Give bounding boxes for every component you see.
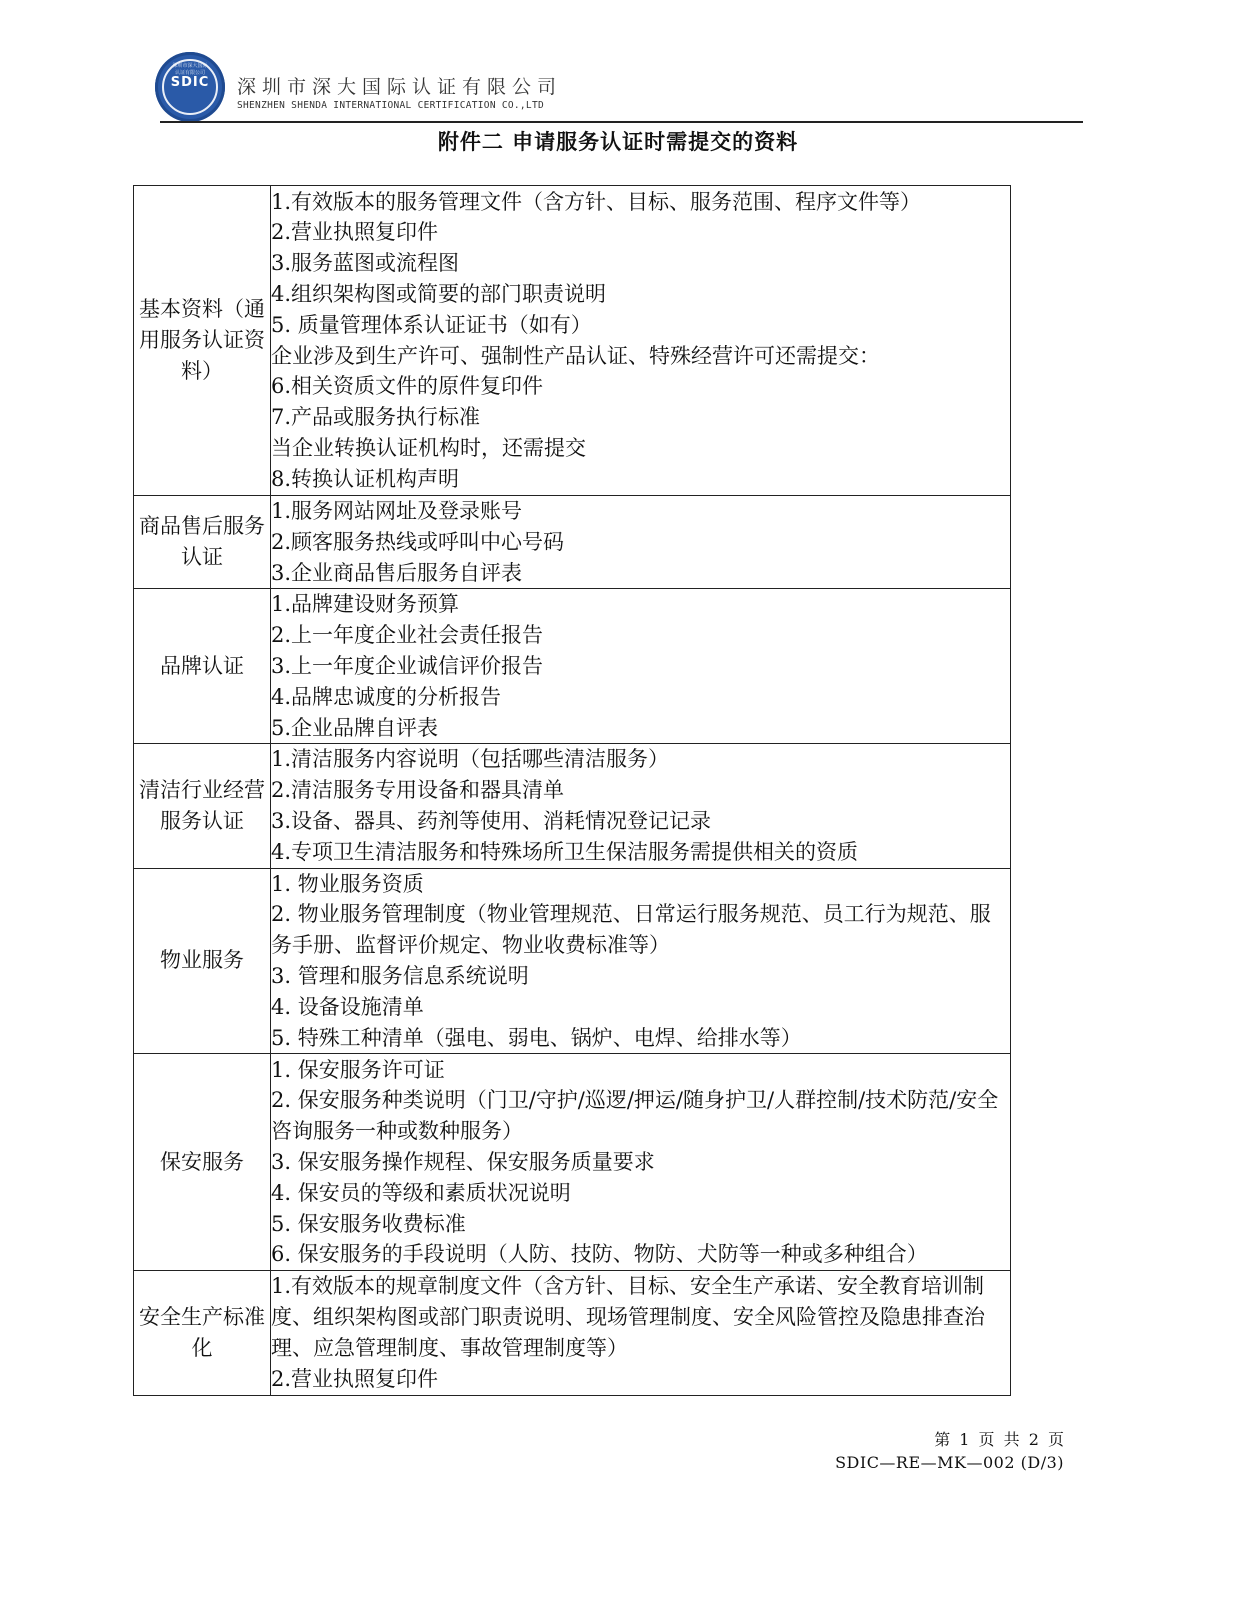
- logo-arc-text: 深圳市深大国际认证有限公司: [172, 63, 208, 76]
- items-cell: [271, 1054, 1011, 1271]
- list-item: 企业涉及到生产许可、强制性产品认证、特殊经营许可还需提交：: [271, 343, 880, 368]
- category-cell: 保安服务: [134, 1054, 271, 1271]
- header-divider: [160, 121, 1083, 123]
- list-item: 1.清洁服务内容说明（包括哪些清洁服务）: [271, 747, 670, 772]
- requirements-table: [133, 185, 1011, 1396]
- list-item: 1.品牌建设财务预算: [271, 592, 460, 617]
- company-logo-icon: [155, 52, 225, 122]
- list-item: 4.组织架构图或简要的部门职责说明: [271, 281, 607, 306]
- list-item: 3.设备、器具、药剂等使用、消耗情况登记记录: [271, 808, 712, 833]
- company-name-cn: 深圳市深大国际认证有限公司: [237, 76, 563, 98]
- company-name-en: SHENZHEN SHENDA INTERNATIONAL CERTIFICATION CO.,LTD: [237, 100, 544, 111]
- page-number: 第 1 页 共 2 页: [934, 1430, 1066, 1449]
- list-item: 3.企业商品售后服务自评表: [271, 560, 523, 585]
- table-row: [134, 1271, 1011, 1395]
- items-cell: [271, 186, 1011, 496]
- category-cell: 基本资料（通用服务认证资料）: [134, 186, 271, 496]
- list-item: 2.营业执照复印件: [271, 220, 439, 245]
- logo-text: SDIC: [170, 75, 210, 90]
- table-row: [134, 868, 1011, 1054]
- table-row: [134, 1054, 1011, 1271]
- list-item: 2.清洁服务专用设备和器具清单: [271, 778, 565, 803]
- category-cell: 品牌认证: [134, 589, 271, 744]
- category-cell: 商品售后服务认证: [134, 496, 271, 589]
- page-header: [155, 52, 1085, 122]
- list-item: 5. 质量管理体系认证证书（如有）: [271, 312, 592, 337]
- list-item: 7.产品或服务执行标准: [271, 405, 481, 430]
- list-item: 3.上一年度企业诚信评价报告: [271, 653, 544, 678]
- items-cell: [271, 868, 1011, 1054]
- list-item: 1.服务网站网址及登录账号: [271, 499, 523, 523]
- items-cell: [271, 589, 1011, 744]
- document-title: 附件二 申请服务认证时需提交的资料: [437, 130, 799, 154]
- list-item: 8.转换认证机构声明: [271, 466, 460, 491]
- list-item: 4.品牌忠诚度的分析报告: [271, 684, 502, 709]
- items-cell: [271, 744, 1011, 868]
- table-row: [134, 496, 1011, 589]
- category-cell: 安全生产标准化: [134, 1271, 271, 1395]
- table-row: [134, 744, 1011, 868]
- list-item: 1. 物业服务资质: [271, 871, 424, 896]
- list-item: 1.有效版本的服务管理文件（含方针、目标、服务范围、程序文件等）: [271, 189, 922, 214]
- list-item: 2. 保安服务种类说明（门卫/守护/巡逻/押运/随身护卫/人群控制/技术防范/安全咨询服务一种或数种服务）: [271, 1088, 999, 1144]
- list-item: 4. 保安员的等级和素质状况说明: [271, 1180, 571, 1205]
- table-row: [134, 186, 1011, 496]
- items-cell: [271, 1271, 1011, 1395]
- document-code: SDIC—RE—MK—002 (D/3): [835, 1453, 1064, 1472]
- list-item: 6.相关资质文件的原件复印件: [271, 374, 544, 399]
- list-item: 2.顾客服务热线或呼叫中心号码: [271, 529, 565, 554]
- category-cell: 清洁行业经营服务认证: [134, 744, 271, 868]
- table-row: [134, 589, 1011, 744]
- list-item: 5.企业品牌自评表: [271, 715, 439, 740]
- category-cell: 物业服务: [134, 868, 271, 1054]
- list-item: 5. 特殊工种清单（强电、弱电、锅炉、电焊、给排水等）: [271, 1025, 802, 1050]
- list-item: 1. 保安服务许可证: [271, 1057, 445, 1082]
- list-item: 5. 保安服务收费标准: [271, 1211, 466, 1236]
- list-item: 6. 保安服务的手段说明（人防、技防、物防、犬防等一种或多种组合）: [271, 1242, 928, 1267]
- list-item: 4. 设备设施清单: [271, 994, 424, 1019]
- list-item: 1.有效版本的规章制度文件（含方针、目标、安全生产承诺、安全教育培训制度、组织架构图或部门职责说明、现场管理制度、安全风险管控及隐患排查治理、应急管理制度、事故管理制度等）: [271, 1274, 985, 1360]
- list-item: 2.营业执照复印件: [271, 1366, 439, 1391]
- list-item: 3.服务蓝图或流程图: [271, 251, 460, 276]
- list-item: 3. 管理和服务信息系统说明: [271, 963, 529, 988]
- items-cell: [271, 496, 1011, 589]
- list-item: 2. 物业服务管理制度（物业管理规范、日常运行服务规范、员工行为规范、服务手册、监督评价规定、物业收费标准等）: [271, 902, 991, 958]
- list-item: 2.上一年度企业社会责任报告: [271, 623, 544, 648]
- list-item: 4.专项卫生清洁服务和特殊场所卫生保洁服务需提供相关的资质: [271, 839, 859, 864]
- list-item: 3. 保安服务操作规程、保安服务质量要求: [271, 1149, 655, 1174]
- list-item: 当企业转换认证机构时，还需提交: [271, 435, 586, 460]
